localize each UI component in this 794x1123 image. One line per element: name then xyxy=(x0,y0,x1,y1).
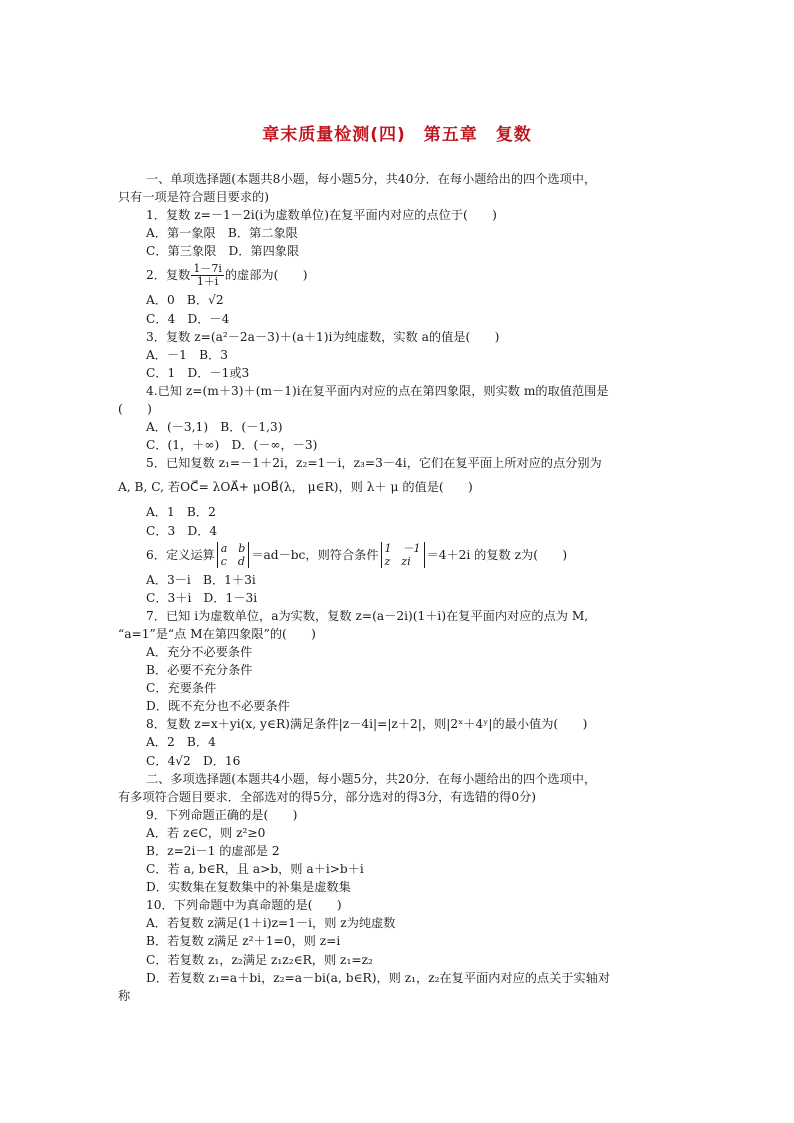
text-line: C．4√2 D．16 xyxy=(146,753,241,768)
text-line: C．3 D．4 xyxy=(146,523,218,538)
text-line: A．1 B．2 xyxy=(146,505,216,520)
text-line: “a=1”是“点 M在第四象限”的( ) xyxy=(118,626,316,641)
q6-det1-row2: c d xyxy=(220,555,245,569)
text-line: D．既不充分也不必要条件 xyxy=(146,699,290,714)
question-2 xyxy=(118,260,678,291)
text-line: D．若复数 z₁=a＋bi，z₂=a－bi(a, b∈R)，则 z₁，z₂在复平面内对应的点关于实轴对 xyxy=(146,970,611,985)
section-block-1 xyxy=(118,170,678,260)
q6-det1-row1: a b xyxy=(220,542,246,556)
q6-det2-row2: z zi xyxy=(384,555,411,569)
text-line: C．第三象限 D．第四象限 xyxy=(146,244,300,259)
q6-prefix: 6．定义运算 xyxy=(146,547,215,562)
text-line: A．若 z∈C，则 z²≥0 xyxy=(146,825,266,840)
q2-denominator: 1＋i xyxy=(196,275,219,289)
text-line: 1．复数 z=－1－2i(i为虚数单位)在复平面内对应的点位于( ) xyxy=(146,208,497,223)
text-line: A, B, C, 若OC⃗= λOA⃗+ μOB⃗(λ， μ∈R)，则 λ＋ μ 的值是( ) xyxy=(118,480,473,495)
text-line: A．2 B．4 xyxy=(146,735,216,750)
text-line: C．4 D．－4 xyxy=(146,311,230,326)
text-line: A．－1 B．3 xyxy=(146,347,229,362)
q2-prefix: 2．复数 xyxy=(146,268,191,283)
q6-suffix: ＝4＋2i 的复数 z为( ) xyxy=(426,547,568,562)
text-line: C．若 a, b∈R，且 a>b，则 a＋i>b＋i xyxy=(146,862,364,877)
q2-fraction xyxy=(191,263,224,288)
question-6 xyxy=(118,540,678,571)
q2-numerator: 1－7i xyxy=(193,262,222,276)
text-line: 10．下列命题中为真命题的是( ) xyxy=(146,898,342,913)
text-line: C．3＋i D．1－3i xyxy=(146,590,258,605)
section-block-2 xyxy=(118,291,678,539)
text-line: C．若复数 z₁，z₂满足 z₁z₂∈R，则 z₁=z₂ xyxy=(146,952,373,967)
page-title: 章末质量检测(四) 第五章 复数 xyxy=(262,125,532,145)
q6-det2-row1: 1 －1 xyxy=(384,542,421,556)
text-line: 9．下列命题正确的是( ) xyxy=(146,807,298,822)
text-line: 5．已知复数 z₁=－1＋2i，z₂=1－i，z₃=3－4i，它们在复平面上所对应的点分别为 xyxy=(146,456,602,471)
text-line: B．必要不充分条件 xyxy=(146,663,253,678)
text-line: B．z=2i－1 的虚部是 2 xyxy=(146,844,280,858)
text-line: 一、单项选择题(本题共8小题，每小题5分，共40分．在每小题给出的四个选项中， xyxy=(146,172,597,186)
text-line: C．1 D．－1或3 xyxy=(146,365,250,380)
text-line: 8．复数 z=x＋yi(x, y∈R)满足条件|z－4i|=|z＋2|，则|2ˣ＋4ʸ|的最小值为( ) xyxy=(146,717,588,732)
text-line: ( ) xyxy=(118,402,152,417)
text-line: A．(－3,1) B．(－1,3) xyxy=(146,420,283,435)
text-line: B．若复数 z满足 z²＋1=0，则 z=i xyxy=(146,934,341,949)
q6-middle: ＝ad－bc，则符合条件 xyxy=(251,547,379,562)
text-line: C．充要条件 xyxy=(146,681,217,696)
question-content xyxy=(118,170,678,1005)
text-line: A．若复数 z满足(1＋i)z=1－i，则 z为纯虚数 xyxy=(146,916,396,931)
text-line: A．充分不必要条件 xyxy=(146,644,253,659)
q2-suffix: 的虚部为( ) xyxy=(224,268,308,283)
text-line: 称 xyxy=(118,988,131,1003)
q6-determinant-2 xyxy=(381,542,425,568)
section-block-3 xyxy=(118,571,678,1005)
q6-determinant-1 xyxy=(217,542,250,568)
text-line: 7．已知 i为虚数单位，a为实数，复数 z=(a－2i)(1＋i)在复平面内对应的点为 M, xyxy=(146,608,589,623)
text-line: 4.已知 z=(m＋3)＋(m－1)i在复平面内对应的点在第四象限，则实数 m的取值范围是 xyxy=(146,383,609,398)
text-line: A．0 B．√2 xyxy=(146,293,224,308)
text-line: A．3－i B．1＋3i xyxy=(146,572,256,587)
text-line: 二、多项选择题(本题共4小题，每小题5分，共20分．在每小题给出的四个选项中， xyxy=(146,771,597,786)
text-line: D．实数集在复数集中的补集是虚数集 xyxy=(146,880,351,895)
text-line: 只有一项是符合题目要求的) xyxy=(118,190,270,205)
text-line: 3．复数 z=(a²－2a－3)＋(a＋1)i为纯虚数，实数 a的值是( ) xyxy=(146,329,500,344)
text-line: A．第一象限 B．第二象限 xyxy=(146,226,298,241)
text-line: 有多项符合题目要求．全部选对的得5分，部分选对的得3分，有选错的得0分) xyxy=(118,789,537,804)
text-line: C．(1，＋∞) D．(－∞，－3) xyxy=(146,438,318,453)
